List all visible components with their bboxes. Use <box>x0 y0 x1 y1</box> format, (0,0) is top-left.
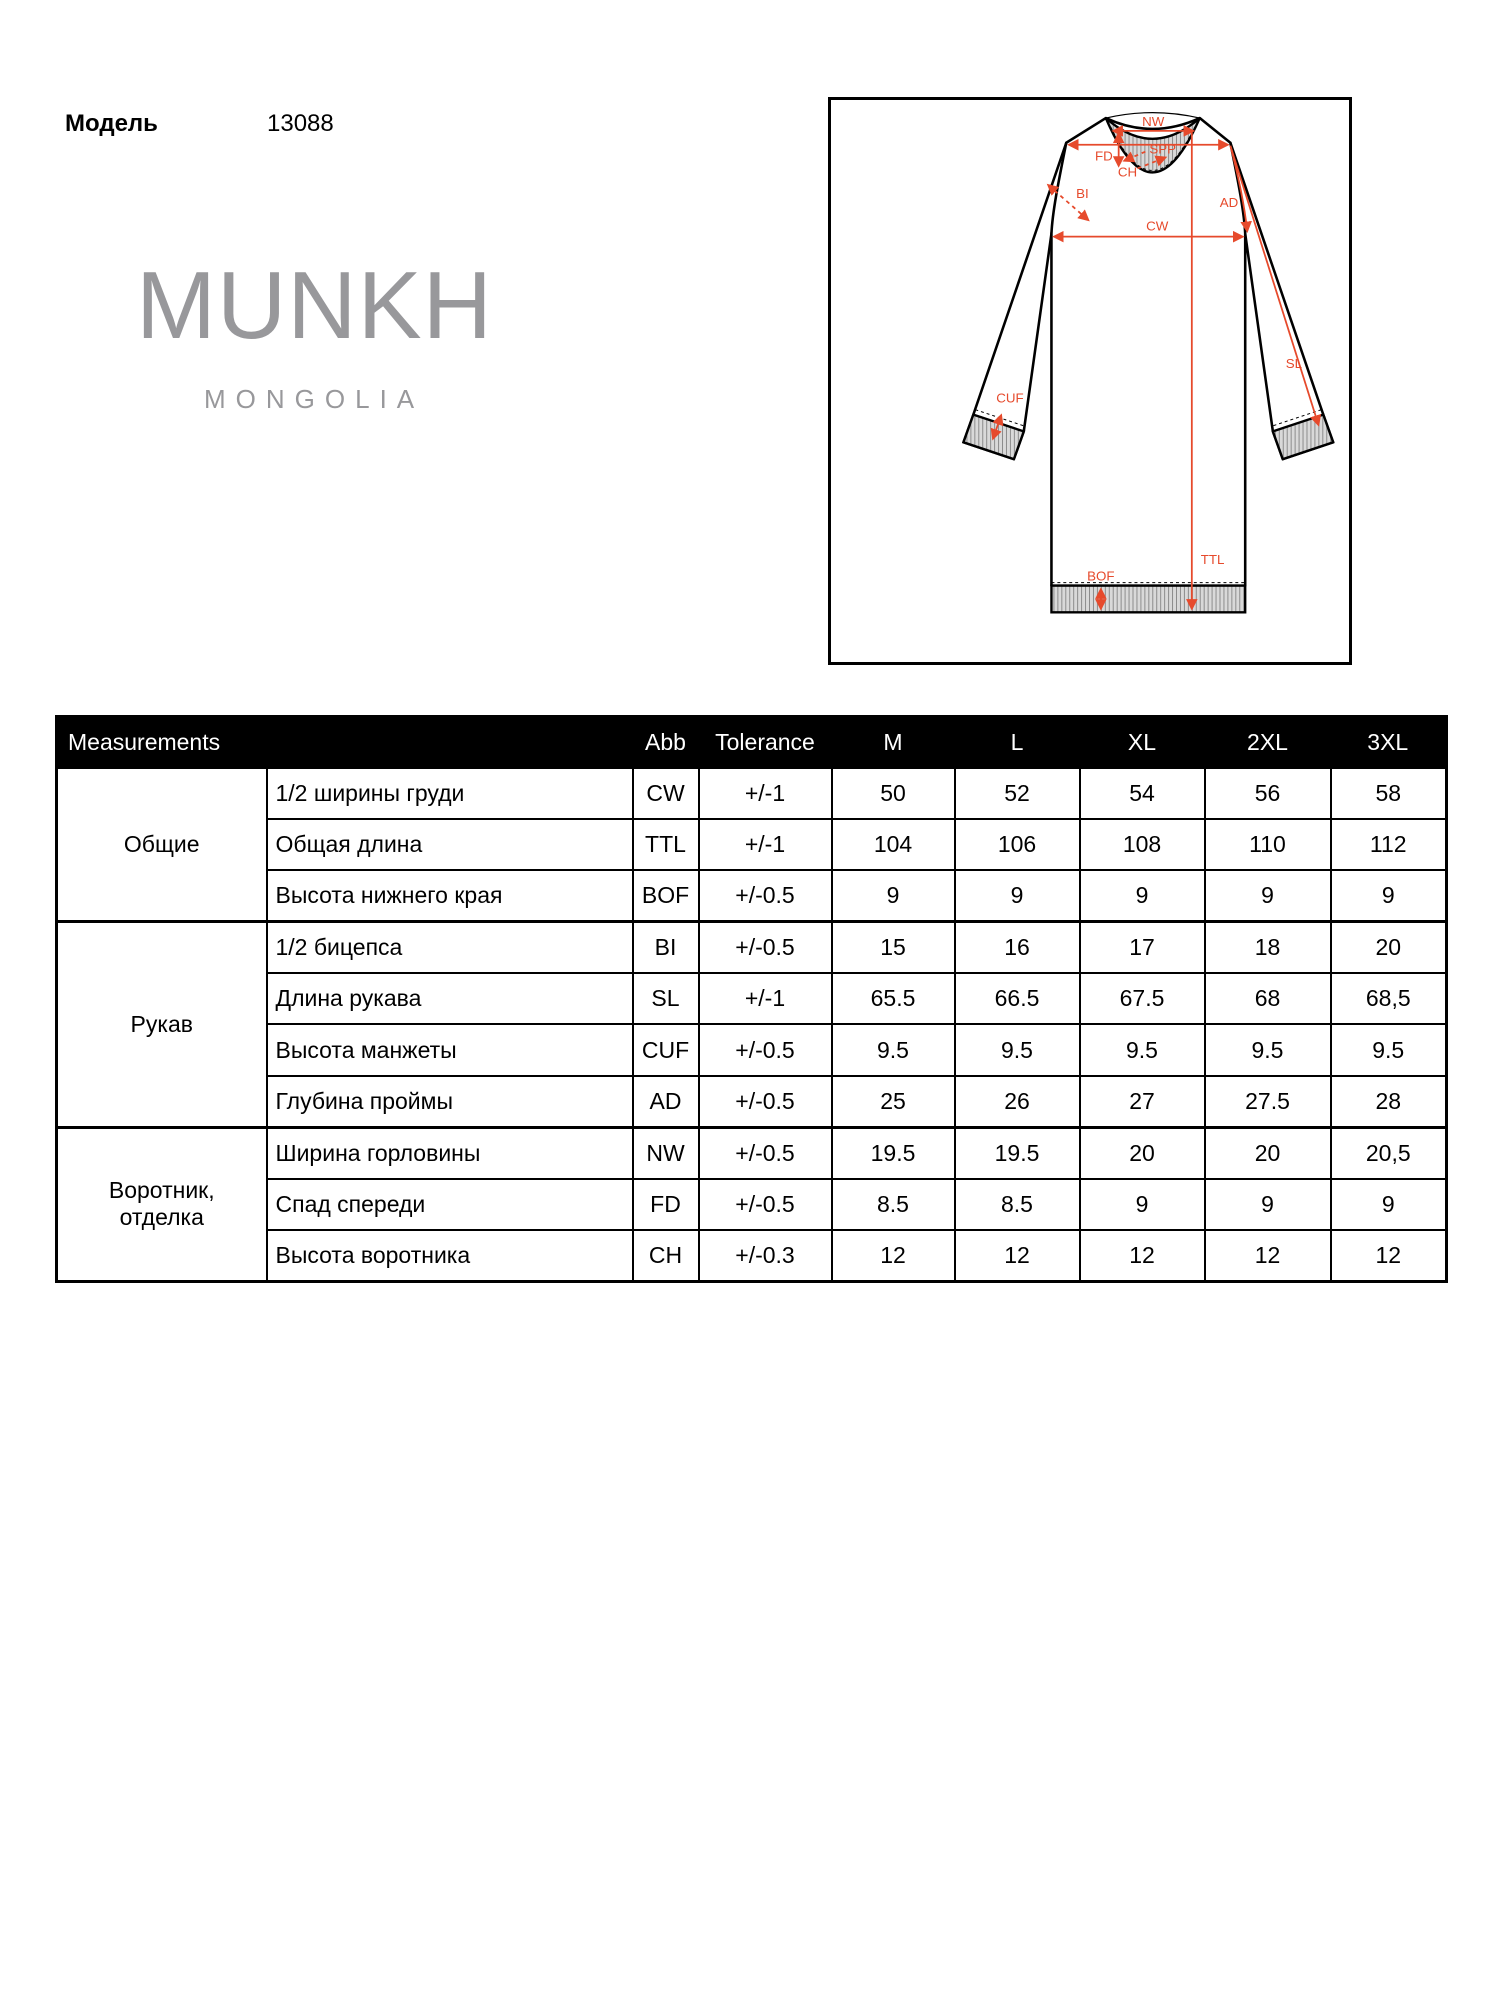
ttl-label: TTL <box>1200 551 1225 567</box>
tolerance-cell: +/-0.5 <box>699 1024 832 1075</box>
table-row <box>57 768 1447 819</box>
size-value-cell-2xl: 9 <box>1205 1179 1331 1230</box>
size-value-cell-3xl: 58 <box>1331 768 1447 819</box>
size-value-cell-m: 9.5 <box>832 1024 955 1075</box>
ad-label: AD <box>1219 195 1239 211</box>
fd-label: FD <box>1094 148 1113 164</box>
table-row <box>57 1127 1447 1178</box>
ch-label: CH <box>1117 164 1138 180</box>
size-value-cell-xl: 9 <box>1080 870 1205 921</box>
size-value-cell-3xl: 28 <box>1331 1076 1447 1127</box>
size-value-cell-3xl: 9.5 <box>1331 1024 1447 1075</box>
size-value-cell-xl: 20 <box>1080 1127 1205 1178</box>
size-value-cell-2xl: 9.5 <box>1205 1024 1331 1075</box>
size-value-cell-2xl: 27.5 <box>1205 1076 1331 1127</box>
tolerance-cell: +/-0.5 <box>699 922 832 973</box>
tolerance-cell: +/-0.5 <box>699 1179 832 1230</box>
size-value-cell-l: 19.5 <box>955 1127 1080 1178</box>
spp-label: SPP <box>1149 141 1176 157</box>
size-value-cell-2xl: 56 <box>1205 768 1331 819</box>
abbreviation-cell: CW <box>633 768 699 819</box>
size-value-cell-l: 9.5 <box>955 1024 1080 1075</box>
tolerance-cell: +/-0.3 <box>699 1230 832 1281</box>
size-value-cell-m: 50 <box>832 768 955 819</box>
size-value-cell-xl: 67.5 <box>1080 973 1205 1024</box>
abbreviation-cell: NW <box>633 1127 699 1178</box>
model-label: Модель <box>65 110 158 137</box>
measurement-name-cell: Высота воротника <box>267 1230 633 1281</box>
header-measurements: Measurements <box>57 717 633 768</box>
header-abb: Abb <box>633 717 699 768</box>
header-tolerance: Tolerance <box>699 717 832 768</box>
header-size-l: L <box>955 717 1080 768</box>
measurement-name-cell: Высота манжеты <box>267 1024 633 1075</box>
size-value-cell-xl: 9 <box>1080 1179 1205 1230</box>
bi-label: BI <box>1076 186 1089 202</box>
size-value-cell-l: 12 <box>955 1230 1080 1281</box>
nw-label: NW <box>1142 113 1165 129</box>
bof-label: BOF <box>1087 568 1115 584</box>
abbreviation-cell: CH <box>633 1230 699 1281</box>
garment-diagram <box>828 97 1352 665</box>
header-size-m: M <box>832 717 955 768</box>
size-value-cell-2xl: 12 <box>1205 1230 1331 1281</box>
header-size-2xl: 2XL <box>1205 717 1331 768</box>
measurement-name-cell: Высота нижнего края <box>267 870 633 921</box>
size-value-cell-xl: 54 <box>1080 768 1205 819</box>
abbreviation-cell: BOF <box>633 870 699 921</box>
size-value-cell-m: 104 <box>832 819 955 870</box>
group-name-cell: Рукав <box>57 922 267 1128</box>
size-value-cell-xl: 9.5 <box>1080 1024 1205 1075</box>
tolerance-cell: +/-1 <box>699 973 832 1024</box>
size-value-cell-m: 19.5 <box>832 1127 955 1178</box>
measurement-name-cell: Общая длина <box>267 819 633 870</box>
size-value-cell-2xl: 110 <box>1205 819 1331 870</box>
measurement-name-cell: Спад спереди <box>267 1179 633 1230</box>
size-value-cell-3xl: 12 <box>1331 1230 1447 1281</box>
measurement-name-cell: 1/2 бицепса <box>267 922 633 973</box>
sl-label: SL <box>1285 356 1303 372</box>
size-value-cell-2xl: 20 <box>1205 1127 1331 1178</box>
size-value-cell-2xl: 18 <box>1205 922 1331 973</box>
measurement-name-cell: Глубина проймы <box>267 1076 633 1127</box>
group-name-cell: Общие <box>57 768 267 922</box>
cw-label: CW <box>1146 218 1169 234</box>
size-value-cell-m: 65.5 <box>832 973 955 1024</box>
abbreviation-cell: CUF <box>633 1024 699 1075</box>
size-value-cell-3xl: 9 <box>1331 1179 1447 1230</box>
size-value-cell-l: 16 <box>955 922 1080 973</box>
header-size-3xl: 3XL <box>1331 717 1447 768</box>
size-value-cell-xl: 12 <box>1080 1230 1205 1281</box>
hem-band <box>1051 586 1245 613</box>
size-value-cell-l: 9 <box>955 870 1080 921</box>
tolerance-cell: +/-0.5 <box>699 870 832 921</box>
size-table <box>55 715 1448 1283</box>
measurement-name-cell: 1/2 ширины груди <box>267 768 633 819</box>
size-value-cell-m: 15 <box>832 922 955 973</box>
size-value-cell-xl: 27 <box>1080 1076 1205 1127</box>
tolerance-cell: +/-0.5 <box>699 1127 832 1178</box>
table-row <box>57 922 1447 973</box>
tolerance-cell: +/-1 <box>699 768 832 819</box>
size-value-cell-m: 12 <box>832 1230 955 1281</box>
abbreviation-cell: BI <box>633 922 699 973</box>
size-value-cell-l: 106 <box>955 819 1080 870</box>
size-value-cell-m: 8.5 <box>832 1179 955 1230</box>
size-value-cell-l: 66.5 <box>955 973 1080 1024</box>
size-value-cell-3xl: 20,5 <box>1331 1127 1447 1178</box>
size-value-cell-l: 8.5 <box>955 1179 1080 1230</box>
size-value-cell-xl: 17 <box>1080 922 1205 973</box>
tolerance-cell: +/-1 <box>699 819 832 870</box>
abbreviation-cell: TTL <box>633 819 699 870</box>
header-size-xl: XL <box>1080 717 1205 768</box>
size-value-cell-3xl: 68,5 <box>1331 973 1447 1024</box>
size-value-cell-2xl: 68 <box>1205 973 1331 1024</box>
size-value-cell-l: 26 <box>955 1076 1080 1127</box>
size-value-cell-xl: 108 <box>1080 819 1205 870</box>
size-value-cell-m: 25 <box>832 1076 955 1127</box>
cuf-label: CUF <box>996 390 1024 406</box>
size-value-cell-m: 9 <box>832 870 955 921</box>
size-value-cell-3xl: 9 <box>1331 870 1447 921</box>
measurement-name-cell: Ширина горловины <box>267 1127 633 1178</box>
model-number: 13088 <box>267 110 334 137</box>
size-value-cell-3xl: 112 <box>1331 819 1447 870</box>
size-table-header <box>57 717 1447 768</box>
garment-flat-sketch <box>831 100 1349 662</box>
abbreviation-cell: FD <box>633 1179 699 1230</box>
brand-logo: MUNKH <box>136 252 493 359</box>
size-value-cell-3xl: 20 <box>1331 922 1447 973</box>
group-name-cell: Воротник, отделка <box>57 1127 267 1281</box>
tolerance-cell: +/-0.5 <box>699 1076 832 1127</box>
abbreviation-cell: AD <box>633 1076 699 1127</box>
brand-subtitle: MONGOLIA <box>204 384 425 414</box>
measurement-name-cell: Длина рукава <box>267 973 633 1024</box>
size-value-cell-2xl: 9 <box>1205 870 1331 921</box>
abbreviation-cell: SL <box>633 973 699 1024</box>
size-table-body <box>57 768 1447 1282</box>
size-value-cell-l: 52 <box>955 768 1080 819</box>
